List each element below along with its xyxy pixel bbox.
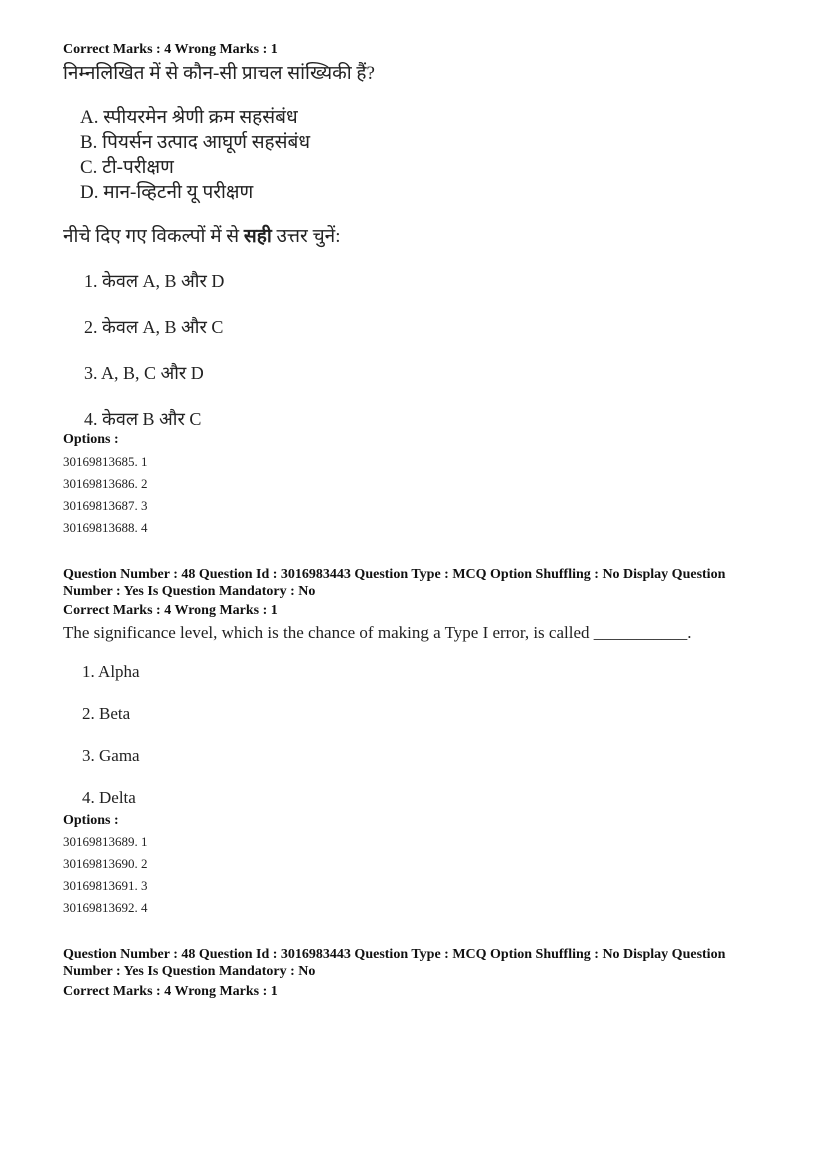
- q48-option-id-3: 30169813691. 3: [63, 878, 148, 893]
- q47-choice-1: 1. केवल A, B और D: [84, 271, 225, 291]
- q48-header: Question Number : 48 Question Id : 3016983443 Question Type : MCQ Option Shuffling : No Display Question Number : Yes Is Question Mandatory : No: [63, 567, 726, 599]
- q47-instruction-bold: सही: [243, 226, 272, 247]
- q47-option-id-4: 30169813688. 4: [63, 520, 148, 535]
- q48-option-id-1: 30169813689. 1: [63, 834, 148, 849]
- q47-marks: Correct Marks : 4 Wrong Marks : 1: [63, 42, 278, 57]
- next-question-header: Question Number : 48 Question Id : 3016983443 Question Type : MCQ Option Shuffling : No Display Question Number : Yes Is Question Mandatory : No: [63, 947, 726, 979]
- q47-option-id-1: 30169813685. 1: [63, 454, 148, 469]
- q47-statement-b: B. पियर्सन उत्पाद आघूर्ण सहसंबंध: [80, 132, 311, 153]
- q47-question-text: निम्नलिखित में से कौन-सी प्राचल सांख्यिकी हैं?: [63, 63, 375, 84]
- q47-statement-c: C. टी-परीक्षण: [80, 157, 174, 178]
- q47-instruction-pre: नीचे दिए गए विकल्पों में से: [63, 226, 244, 247]
- q48-choice-3: 3. Gama: [82, 746, 140, 765]
- q47-option-id-2: 30169813686. 2: [63, 476, 148, 491]
- q48-option-id-2: 30169813690. 2: [63, 856, 148, 871]
- q47-choice-2: 2. केवल A, B और C: [84, 317, 224, 337]
- q47-statement-d: D. मान-व्हिटनी यू परीक्षण: [80, 182, 254, 203]
- q48-choice-2: 2. Beta: [82, 704, 131, 723]
- q47-option-id-3: 30169813687. 3: [63, 498, 148, 513]
- q47-choice-4: 4. केवल B और C: [84, 409, 202, 429]
- q48-question-text: The significance level, which is the chance of making a Type I error, is called ___________.: [63, 623, 692, 642]
- q48-choice-1: 1. Alpha: [82, 662, 140, 681]
- q47-options-label: Options :: [63, 432, 119, 447]
- q48-marks: Correct Marks : 4 Wrong Marks : 1: [63, 603, 278, 618]
- q48-choice-4: 4. Delta: [82, 788, 136, 807]
- q48-options-label: Options :: [63, 813, 119, 828]
- q48-option-id-4: 30169813692. 4: [63, 900, 148, 915]
- q47-instruction-post: उत्तर चुनें:: [271, 226, 341, 247]
- q47-choice-3: 3. A, B, C और D: [84, 363, 204, 383]
- q47-instruction: [63, 226, 340, 248]
- next-question-marks: Correct Marks : 4 Wrong Marks : 1: [63, 984, 278, 999]
- q47-statement-a: A. स्पीयरमेन श्रेणी क्रम सहसंबंध: [80, 107, 298, 128]
